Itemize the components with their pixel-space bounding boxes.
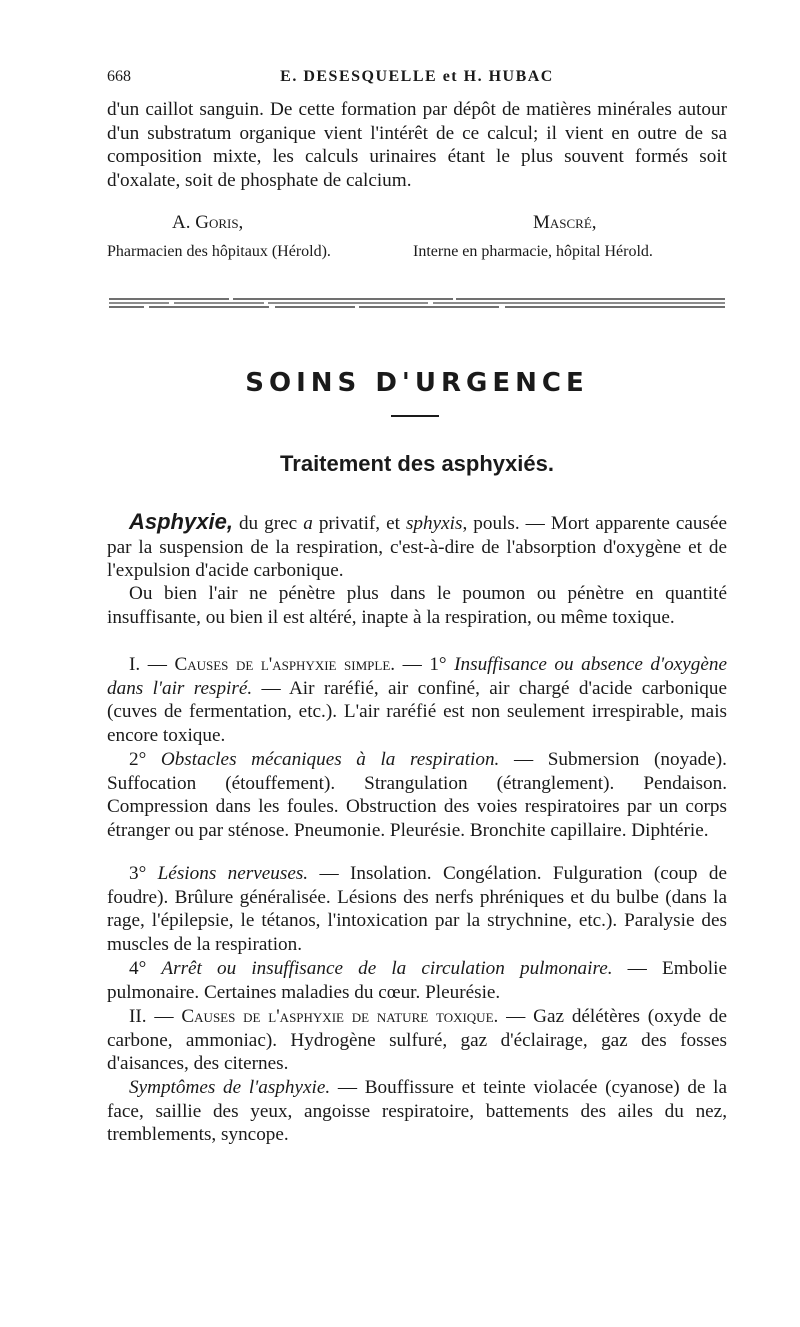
paragraph-symptoms: Symptômes de l'asphyxie. — Bouffissure et teinte violacée (cyanose) de la face, saillie des yeux, angoisse respiratoire, battements des ailes du nez, tremblements, syncope. <box>107 1077 727 1146</box>
author-goris-title: Pharmacien des hôpitaux (Hérold). <box>107 243 331 260</box>
author-goris-name: A. Goris, <box>172 212 244 233</box>
article-title: Traitement des asphyxiés. <box>280 451 554 476</box>
lead-term: Asphyxie, <box>129 509 233 534</box>
prev-article-paragraph: d'un caillot sanguin. De cette formation par dépôt de matières minérales autour d'un substratum organique vient l'intérêt de ce calcul; il vient en outre de sa composition mixte, les calculs urinaires étant le plus souvent formés soit d'oxalate, soit de phosphate de calcium. <box>107 99 727 191</box>
author-mascre-name: Mascré, <box>533 212 597 233</box>
paragraph-circulation: 4° Arrêt ou insuffisance de la circulation pulmonaire. — Embolie pulmonaire. Certaines maladies du cœur. Pleurésie. <box>107 958 727 1003</box>
title-underline <box>391 415 439 417</box>
section-separator-rule <box>107 296 727 312</box>
paragraph-overview: Ou bien l'air ne pénètre plus dans le poumon ou pénètre en quantité insuffisante, ou bien il est altéré, inapte à la respiration, ou même toxique. <box>107 583 727 628</box>
paragraph-causes-toxic: II. — Causes de l'asphyxie de nature toxique. — Gaz délétères (oxyde de carbone, ammoniac). Hydrogène sulfuré, gaz d'éclairage, gaz des fosses d'aisances, des citernes. <box>107 1006 727 1075</box>
page-number: 668 <box>107 68 131 85</box>
paragraph-definition: Asphyxie, du grec a privatif, et sphyxis, pouls. — Mort apparente causée par la suspension de la respiration, c'est-à-dire de l'absorption d'oxygène et de l'expulsion d'acide carbonique. <box>107 509 727 582</box>
paragraph-lesions: 3° Lésions nerveuses. — Insolation. Congélation. Fulguration (coup de foudre). Brûlure généralisée. Lésions des nerfs phréniques et du bulbe (dans la rage, l'épilepsie, le tétanos, l'intoxication par la strychnine, etc.). Paralysie des muscles de la respiration. <box>107 863 727 955</box>
heading-causes-simple: I. — Causes de l'asphyxie simple. <box>129 654 396 675</box>
section-title: SOINS D'URGENCE <box>245 368 589 398</box>
running-title: E. DESESQUELLE et H. HUBAC <box>280 68 554 85</box>
author-mascre-title: Interne en pharmacie, hôpital Hérold. <box>413 243 653 260</box>
heading-causes-toxic: II. — Causes de l'asphyxie de nature toxique. <box>129 1006 499 1027</box>
page-header <box>107 68 727 90</box>
paragraph-obstacles: 2° Obstacles mécaniques à la respiration. — Submersion (noyade). Suffocation (étouffement). Strangulation (étranglement). Pendaison. Compression dans les foules. Obstruction des voies respiratoires par un corps étranger ou par sténose. Pneumonie. Pleurésie. Bronchite capillaire. Diphtérie. <box>107 749 727 841</box>
paragraph-causes-simple: I. — Causes de l'asphyxie simple. — 1° Insuffisance ou absence d'oxygène dans l'air respiré. — Air raréfié, air confiné, air chargé d'acide carbonique (cuves de fermentation, etc.). L'air raréfié est non seulement irrespirable, mais encore toxique. <box>107 654 727 746</box>
